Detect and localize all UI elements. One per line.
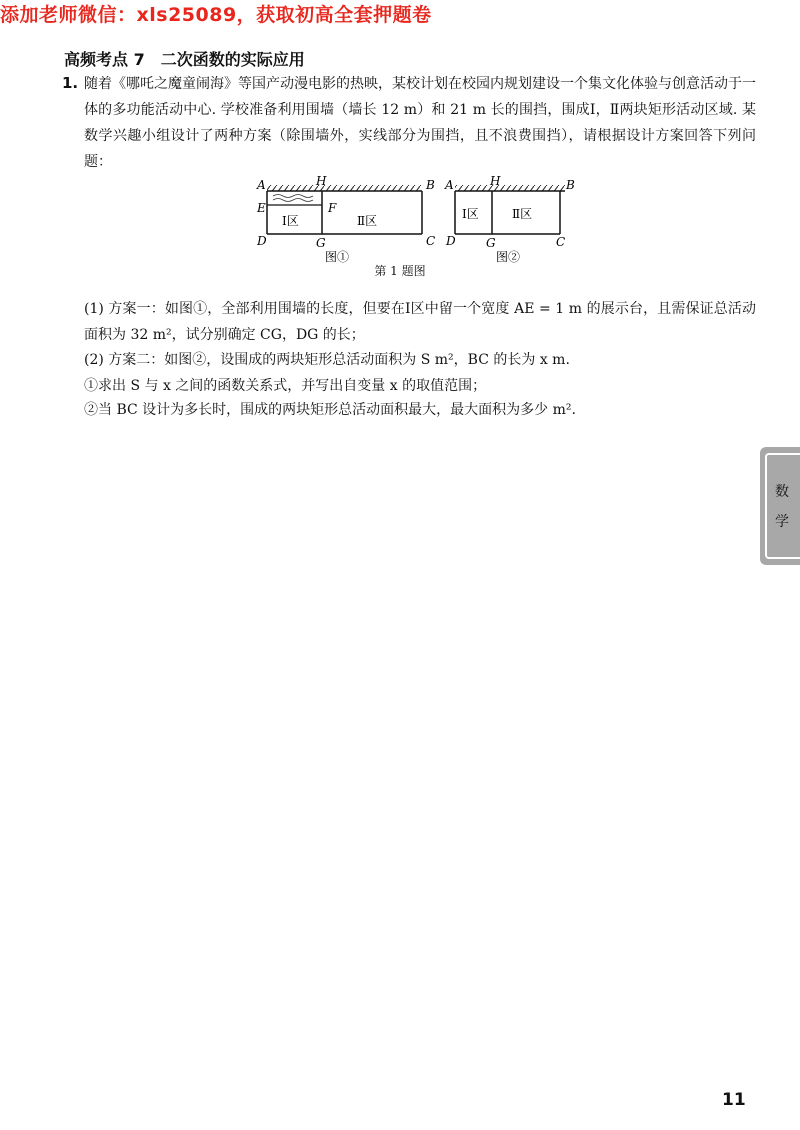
part-2b: ②当 BC 设计为多长时，围成的两块矩形总活动面积最大，最大面积为多少 m². xyxy=(84,402,576,418)
label-g: G xyxy=(316,236,326,250)
question-intro: 随着《哪吒之魔童闹海》等国产动漫电影的热映，某校计划在校园内规划建设一个集文化体验与创意活动于一体的多功能活动中心. 学校准备利用围墙（墙长 12 m）和 21 m 长的围挡，围成Ⅰ，Ⅱ两块矩形活动区域. 某数学兴趣小组设计了两种方案（除围墙外，实线部分为围挡，且不浪费围挡），请根据设计方案回答下列问题： xyxy=(84,76,756,170)
label2-b: B xyxy=(566,178,575,192)
figure-1 xyxy=(256,174,435,264)
label-f: F xyxy=(328,201,337,215)
section-title: 高频考点 7 二次函数的实际应用 xyxy=(64,50,305,69)
label2-a: A xyxy=(445,178,454,192)
part-2: (2) 方案二：如图②，设围成的两块矩形总活动面积为 S m²，BC 的长为 x m. xyxy=(84,352,570,368)
label-h: H xyxy=(316,174,327,188)
figure-2-name: 图② xyxy=(496,250,521,264)
label2-h: H xyxy=(490,174,501,188)
figure-1-name: 图① xyxy=(325,250,350,264)
label2-g: G xyxy=(486,236,496,250)
watermark-text: 添加老师微信：xls25089，获取初高全套押题卷 xyxy=(0,4,432,26)
wall-hatch-2 xyxy=(455,185,565,191)
label-e: E xyxy=(257,201,266,215)
zone2-1-label: Ⅰ区 xyxy=(462,207,479,221)
label-a: A xyxy=(257,178,266,192)
label2-c: C xyxy=(556,235,566,249)
display-wave-2 xyxy=(273,199,313,202)
part-2a: ①求出 S 与 x 之间的函数关系式，并写出自变量 x 的取值范围； xyxy=(84,378,487,394)
zone-1-label: Ⅰ区 xyxy=(282,214,299,228)
label-d: D xyxy=(257,234,267,248)
zone-2-label: Ⅱ区 xyxy=(357,214,378,228)
zone2-2-label: Ⅱ区 xyxy=(512,207,533,221)
display-wave-1 xyxy=(273,195,313,198)
subject-side-tab xyxy=(760,447,800,565)
part-1: (1) 方案一：如图①，全部利用围墙的长度，但要在Ⅰ区中留一个宽度 AE = 1 m 的展示台，且需保证总活动面积为 32 m²，试分别确定 CG，DG 的长； xyxy=(84,301,756,343)
wall-hatch-1 xyxy=(267,185,422,191)
side-tab-label: 数学 xyxy=(775,484,789,530)
label2-d: D xyxy=(446,234,456,248)
figure-caption: 第 1 题图 xyxy=(374,264,426,278)
question-number: 1. xyxy=(62,74,79,92)
label-c: C xyxy=(426,234,436,248)
label-b: B xyxy=(426,178,435,192)
page-number: 11 xyxy=(722,1090,746,1110)
figure-2 xyxy=(444,174,575,264)
